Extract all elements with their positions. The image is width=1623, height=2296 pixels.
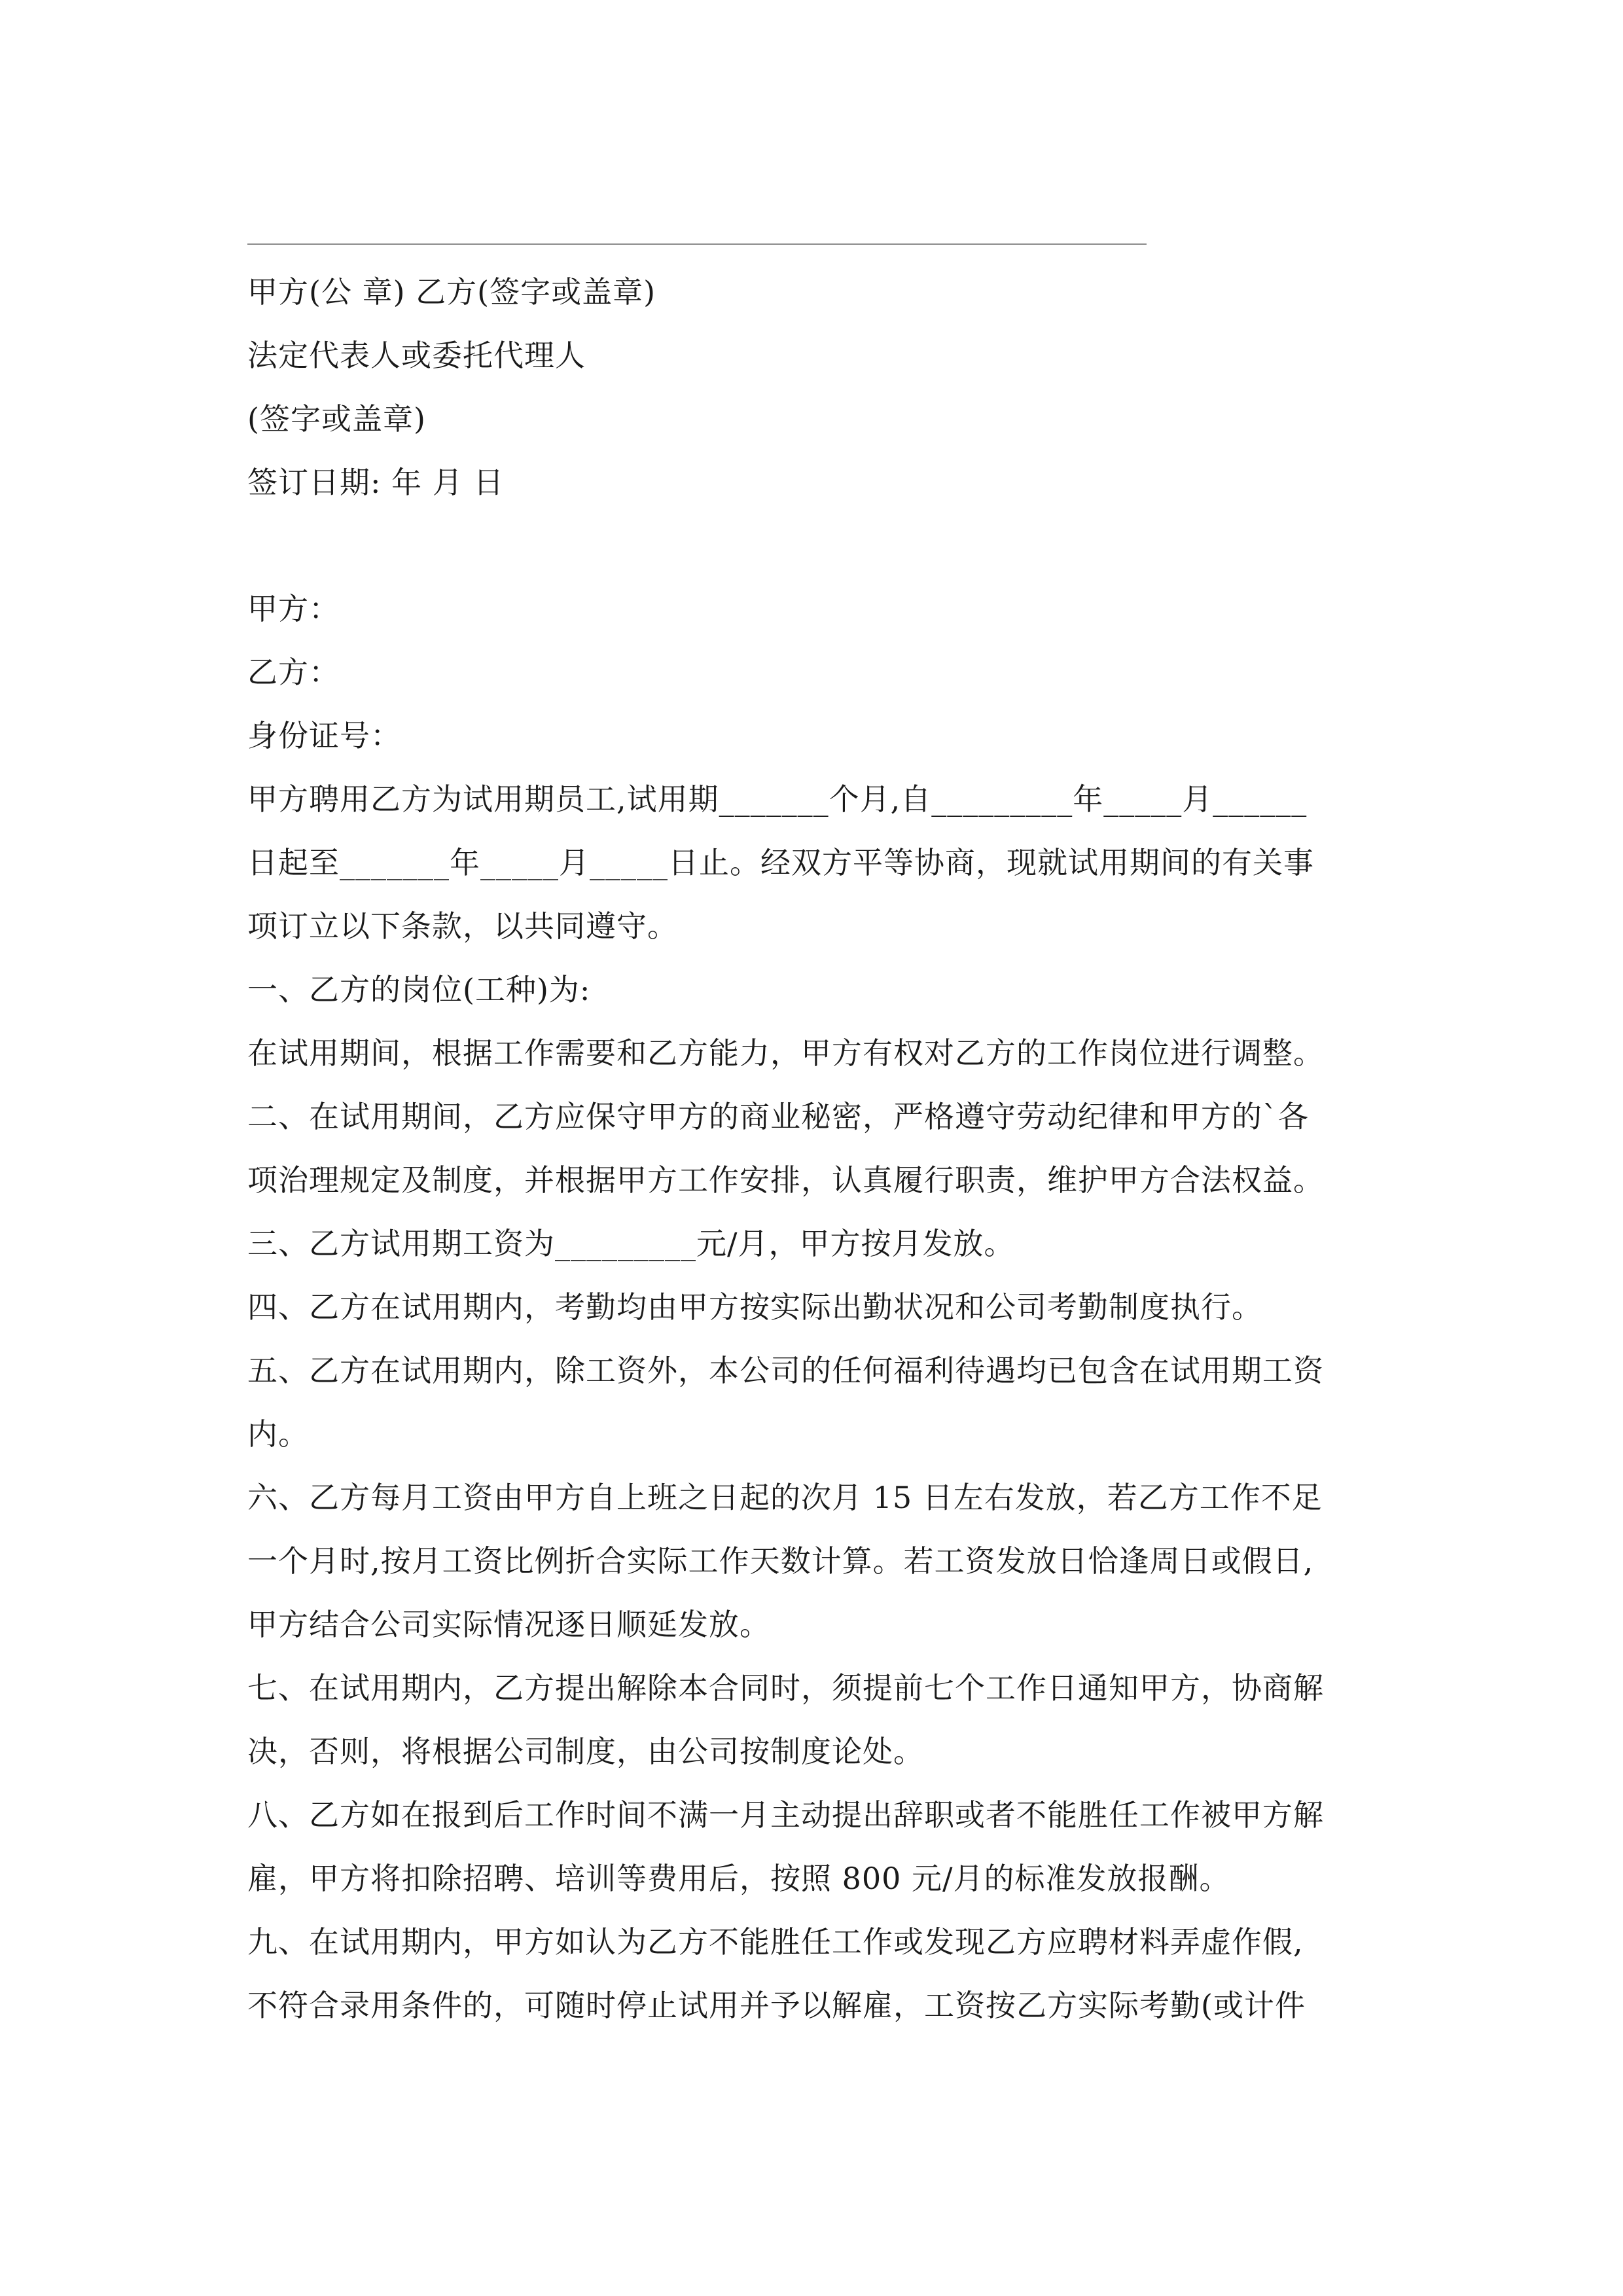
signature-block: [247, 260, 1386, 514]
party-a-field: 甲方：: [247, 591, 340, 626]
contract-body: [247, 577, 1386, 2037]
clause-line: 在试用期间，根据工作需要和乙方能力，甲方有权对乙方的工作岗位进行调整。: [247, 1035, 1324, 1071]
top-divider: [247, 243, 1147, 245]
signature-sign-or-seal-line: (签字或盖章): [247, 401, 426, 437]
clause-line: 一、乙方的岗位(工种)为:: [247, 972, 591, 1007]
clause-line: 六、乙方每月工资由甲方自上班之日起的次月 15 日左右发放，若乙方工作不足: [247, 1480, 1323, 1515]
clause-line: 内。: [247, 1416, 309, 1452]
signature-representative-line: 法定代表人或委托代理人: [247, 338, 586, 373]
clause-line: 四、乙方在试用期内，考勤均由甲方按实际出勤状况和公司考勤制度执行。: [247, 1289, 1262, 1325]
signature-date-line: 签订日期: 年 月 日: [247, 465, 505, 500]
clause-line: 九、在试用期内，甲方如认为乙方不能胜任工作或发现乙方应聘材料弄虚作假,: [247, 1924, 1304, 1960]
clause-line: 三、乙方试用期工资为_________元/月，甲方按月发放。: [247, 1226, 1015, 1261]
clause-line: 一个月时,按月工资比例折合实际工作天数计算。若工资发放日恰逢周日或假日,: [247, 1543, 1314, 1579]
clause-line: 甲方结合公司实际情况逐日顺延发放。: [247, 1607, 770, 1642]
clause-line: 五、乙方在试用期内，除工资外，本公司的任何福利待遇均已包含在试用期工资: [247, 1353, 1324, 1388]
signature-parties-line: 甲方(公 章) 乙方(签字或盖章): [247, 274, 656, 310]
clause-line: 八、乙方如在报到后工作时间不满一月主动提出辞职或者不能胜任工作被甲方解: [247, 1797, 1324, 1833]
clause-line: 雇，甲方将扣除招聘、培训等费用后，按照 800 元/月的标准发放报酬。: [247, 1861, 1230, 1896]
party-b-field: 乙方：: [247, 655, 340, 690]
clause-line: 二、在试用期间，乙方应保守甲方的商业秘密，严格遵守劳动纪律和甲方的`各: [247, 1099, 1309, 1134]
clause-line: 决，否则，将根据公司制度，由公司按制度论处。: [247, 1734, 924, 1769]
intro-line: 日起至_______年_____月_____日止。经双方平等协商，现就试用期间的有关事: [247, 845, 1314, 880]
intro-line: 甲方聘用乙方为试用期员工,试用期_______个月,自_________年_____月______: [247, 781, 1308, 817]
clause-line: 七、在试用期内，乙方提出解除本合同时，须提前七个工作日通知甲方，协商解: [247, 1670, 1324, 1706]
clause-line: 项治理规定及制度，并根据甲方工作安排，认真履行职责，维护甲方合法权益。: [247, 1162, 1324, 1198]
intro-line: 项订立以下条款，以共同遵守。: [247, 908, 678, 944]
clause-line: 不符合录用条件的，可随时停止试用并予以解雇，工资按乙方实际考勤(或计件: [247, 1988, 1306, 2023]
id-number-field: 身份证号：: [247, 718, 401, 753]
